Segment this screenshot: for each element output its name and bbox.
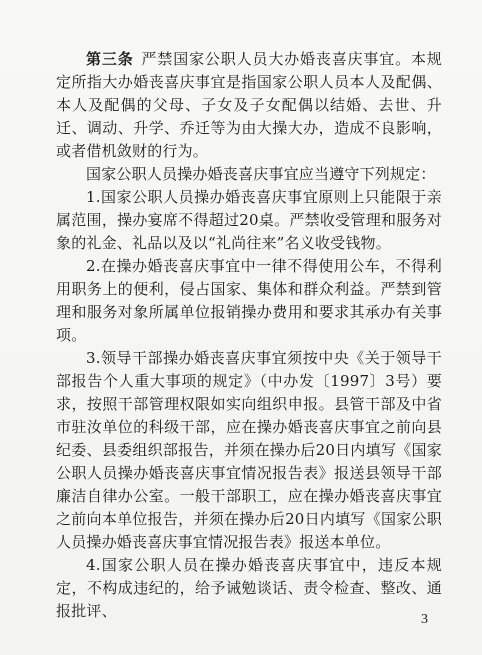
page-number: 3 bbox=[421, 612, 428, 627]
requirements-intro: 国家公职人员操办婚丧喜庆事宜应当遵守下列规定： bbox=[86, 165, 436, 183]
article-label: 第三条 bbox=[86, 50, 134, 68]
document-body bbox=[56, 48, 442, 623]
article-text: 严禁国家公职人员大办婚丧喜庆事宜。本规定所指大办婚丧喜庆事宜是指国家公职人员本人及配偶、本人及配偶的父母、子女及子女配偶以结婚、去世、升迁、调动、升学、乔迁等为由大操大办，造成不良影响，或者借机敛财的行为。 bbox=[56, 50, 442, 160]
article-paragraph bbox=[56, 48, 442, 163]
requirement-item-4: 4.国家公职人员在操办婚丧喜庆事宜中，违反本规定，不构成违纪的，给予诫勉谈话、责令检查、整改、通报批评、 bbox=[56, 556, 442, 620]
requirement-item-3: 3.领导干部操办婚丧喜庆事宜须按中央《关于领导干部报告个人重大事项的规定》（中办发〔1997〕3号）要求，按照干部管理权限如实向组织申报。县管干部及中省市驻汝单位的科级干部，应在操办婚丧喜庆事宜之前向县纪委、县委组织部报告，并须在操办后20日内填写《国家公职人员操办婚丧喜庆事宜情况报告表》报送县领导干部廉洁自律办公室。一般干部职工，应在操办婚丧喜庆事宜之前向本单位报告，并须在操办后20日内填写《国家公职人员操办婚丧喜庆事宜情况报告表》报送本单位。 bbox=[56, 349, 442, 551]
requirement-item-1: 1.国家公职人员操办婚丧喜庆事宜原则上只能限于亲属范围，操办宴席不得超过20桌。严禁收受管理和服务对象的礼金、礼品以及以“礼尚往来”名义收受钱物。 bbox=[56, 188, 442, 252]
requirement-item-2: 2.在操办婚丧喜庆事宜中一律不得使用公车，不得利用职务上的便利，侵占国家、集体和群众利益。严禁到管理和服务对象所属单位报销操办费用和要求其承办有关事项。 bbox=[56, 257, 442, 344]
